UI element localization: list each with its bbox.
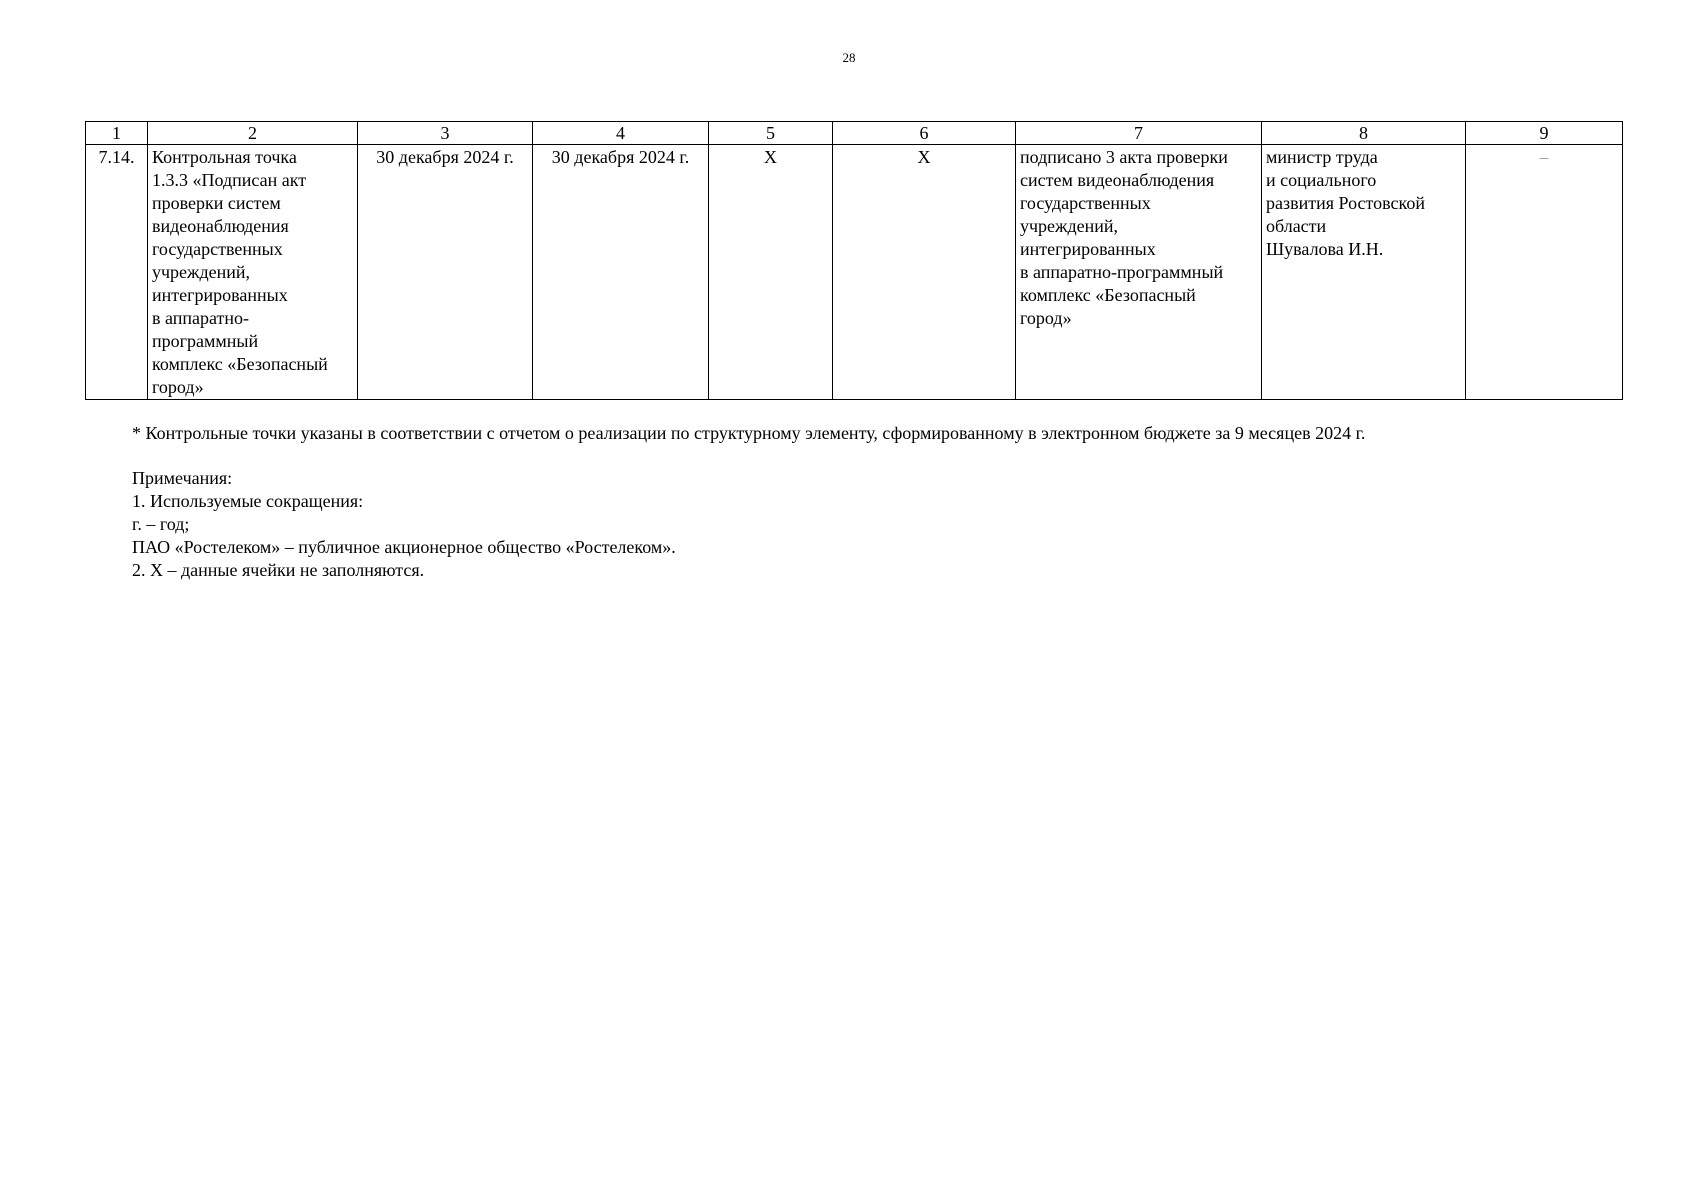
notes-line-abbreviations: 1. Используемые сокращения: [132, 491, 364, 511]
result-cell: подписано 3 акта проверки систем видеонаблюдения государственных учреждений, интегрированных в аппаратно-программный комплекс «Безопасный город» [1016, 145, 1262, 400]
report-table [85, 121, 1623, 400]
notes-line-year: г. – год; [132, 514, 190, 534]
fact-date-cell: 30 декабря 2024 г. [533, 145, 709, 400]
responsible-cell: министр труда и социального развития Ростовской области Шувалова И.Н. [1262, 145, 1466, 400]
notes-block [132, 467, 676, 582]
plan-date-cell: 30 декабря 2024 г. [358, 145, 533, 400]
checkpoint-name-cell: Контрольная точка 1.3.3 «Подписан акт проверки систем видеонаблюдения государственных учреждений, интегрированных в аппаратно- программный комплекс «Безопасный город» [148, 145, 358, 400]
header-cell-8: 8 [1262, 122, 1466, 145]
notes-line-rostelecom: ПАО «Ростелеком» – публичное акционерное общество «Ростелеком». [132, 537, 676, 557]
header-cell-9: 9 [1466, 122, 1623, 145]
table-row [86, 145, 1623, 400]
notes-line-x: 2. X – данные ячейки не заполняются. [132, 560, 425, 580]
header-cell-3: 3 [358, 122, 533, 145]
column-9-cell: – [1466, 145, 1623, 400]
header-cell-5: 5 [709, 122, 833, 145]
header-cell-2: 2 [148, 122, 358, 145]
header-row [86, 122, 1623, 145]
row-number-cell: 7.14. [86, 145, 148, 400]
header-cell-4: 4 [533, 122, 709, 145]
page-number: 28 [842, 50, 856, 65]
header-cell-7: 7 [1016, 122, 1262, 145]
footnote: * Контрольные точки указаны в соответствии с отчетом о реализации по структурному элементу, сформированному в электронном бюджете за 9 месяцев 2024 г. [132, 423, 1366, 443]
header-cell-6: 6 [833, 122, 1016, 145]
column-6-cell: X [833, 145, 1016, 400]
notes-title: Примечания: [132, 468, 233, 488]
column-5-cell: X [709, 145, 833, 400]
header-cell-1: 1 [86, 122, 148, 145]
